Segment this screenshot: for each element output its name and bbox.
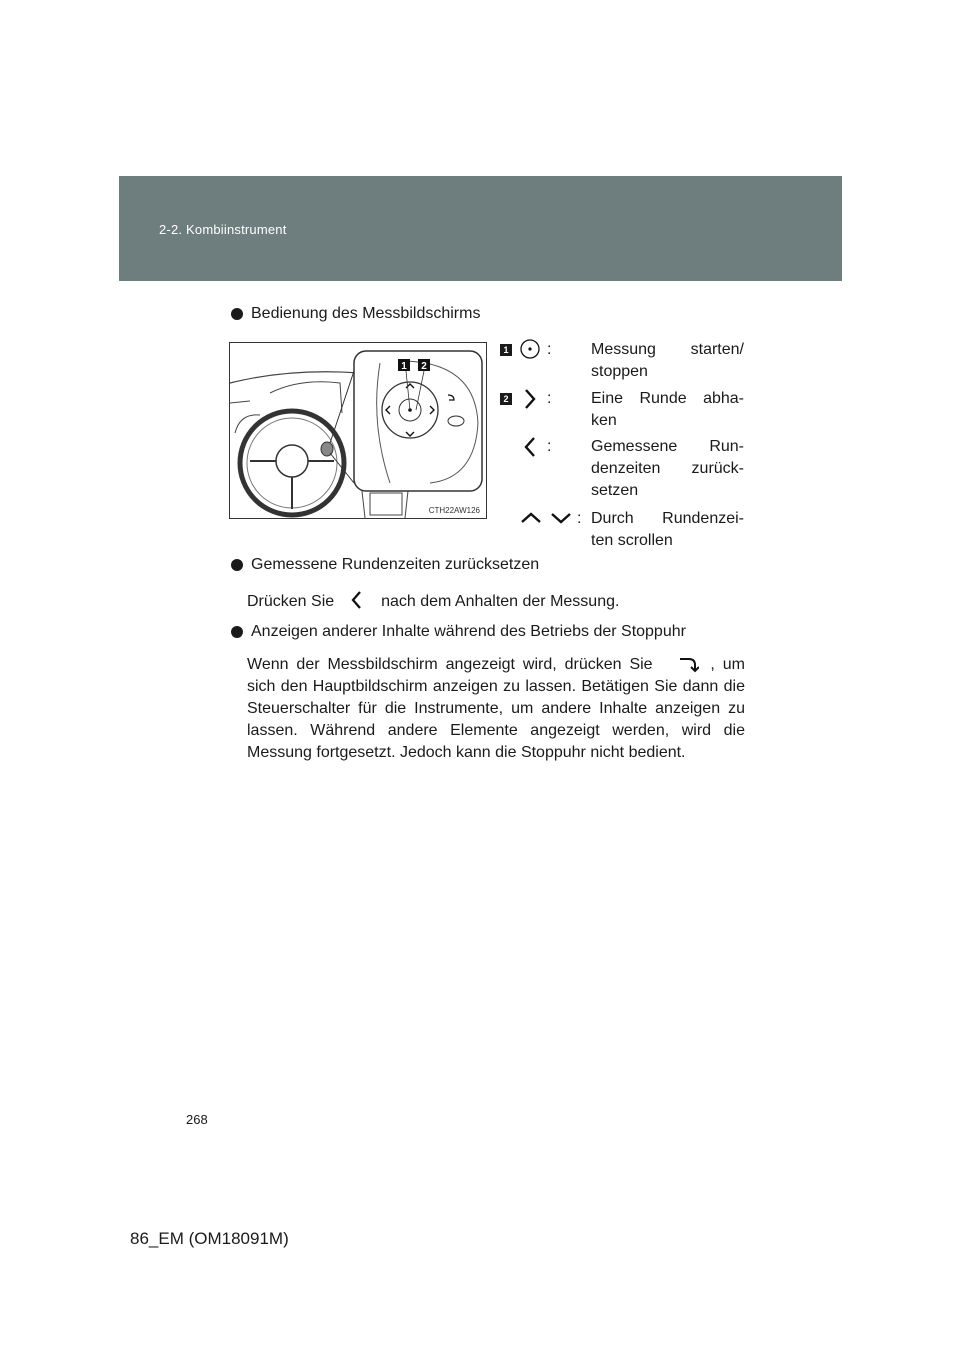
figure-badge-2-label: 2 <box>421 361 427 372</box>
bullet-measure-screen-text: Bedienung des Messbildschirms <box>251 305 481 322</box>
bullet-measure-screen <box>231 305 480 323</box>
bullet-dot-icon <box>231 308 243 320</box>
legend-row-1: : Messung starten/ stoppen <box>547 339 747 389</box>
chevron-left-icon <box>522 435 538 459</box>
legend-row-4-desc: Durch Rundenzei- ten scrollen <box>591 510 744 549</box>
legend-row-3-desc: Gemessene Run- denzeiten zurück- setzen <box>591 438 744 499</box>
chevron-down-icon <box>549 510 573 526</box>
reset-instruction: Drücken Sie nach dem Anhalten der Messung. <box>247 589 747 613</box>
bullet-reset-laps <box>231 556 539 574</box>
steering-wheel-illustration <box>230 343 486 518</box>
document-code: 86_EM (OM18091M) <box>130 1229 289 1248</box>
legend-badge-2: 2 <box>500 393 512 405</box>
legend-badge-1: 1 <box>500 344 512 356</box>
chevron-right-icon <box>522 387 538 411</box>
steering-wheel-figure <box>229 342 487 519</box>
chevron-up-icon <box>519 510 543 526</box>
chevron-left-icon <box>349 589 363 611</box>
section-header-band <box>119 176 842 281</box>
bullet-reset-laps-text: Gemessene Rundenzeiten zurücksetzen <box>251 556 540 573</box>
other-content-line1: Wenn der Messbildschirm angezeigt wird, drücken Sie , um <box>247 656 746 673</box>
figure-code: CTH22AW126 <box>428 506 480 515</box>
legend-row-2-desc: Eine Runde abha- ken <box>591 390 744 429</box>
legend-row-2: : Eine Runde abha- ken <box>547 388 747 438</box>
bullet-dot-icon <box>231 559 243 571</box>
center-dot-button-icon <box>519 338 541 360</box>
return-arrow-icon <box>677 654 699 674</box>
figure-badge-1-label: 1 <box>401 361 407 372</box>
other-content-paragraph: sich den Hauptbildschirm anzeigen zu lassen. Betätigen Sie dann die Steuerschalter für die Instrumente, um andere Inhalte anzeigen zu lassen. Während andere Elemente angezeigt werden, wird die Messung fortgesetzt. Jedoch kann die Stoppuhr nicht bedient. <box>247 678 745 761</box>
legend-row-3: : Gemessene Run- denzeiten zurück- setzen <box>547 436 747 508</box>
page-number: 268 <box>186 1112 208 1127</box>
bullet-other-content-text: Anzeigen anderer Inhalte während des Betriebs der Stoppuhr <box>251 623 686 640</box>
legend-row-4: : Durch Rundenzei- ten scrollen <box>577 508 747 558</box>
bullet-other-content <box>231 623 686 641</box>
bullet-dot-icon <box>231 626 243 638</box>
section-title: 2-2. Kombiinstrument <box>159 222 287 237</box>
legend-row-1-desc: Messung starten/ stoppen <box>591 341 744 380</box>
